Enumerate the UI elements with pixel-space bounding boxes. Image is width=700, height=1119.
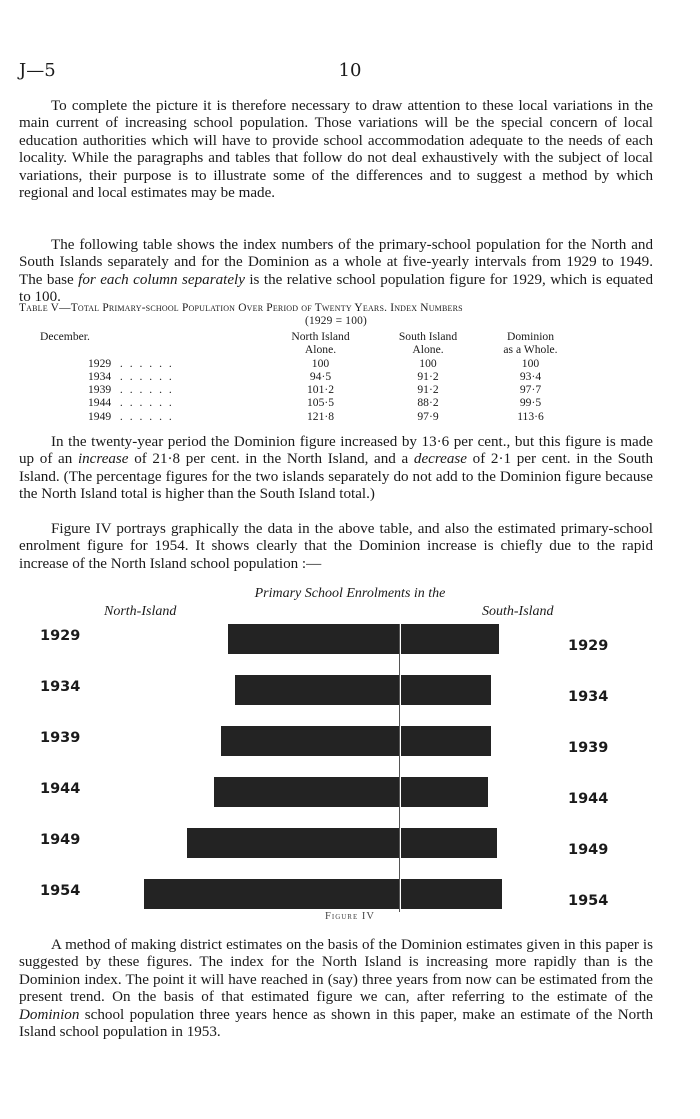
south-island-legend: South-Island bbox=[482, 604, 554, 619]
bar-north-island-1949 bbox=[187, 828, 400, 858]
table-title bbox=[19, 302, 653, 328]
col-header-dominion: Dominion as a Whole. bbox=[503, 330, 558, 357]
bar-north-island-1939 bbox=[221, 726, 400, 756]
year-label-left-1929: 1929 bbox=[40, 628, 81, 644]
bar-south-island-1944 bbox=[401, 777, 488, 807]
bar-north-island-1934 bbox=[235, 675, 400, 705]
year-label-right-1949: 1949 bbox=[568, 842, 609, 858]
year-label-left-1934: 1934 bbox=[40, 679, 81, 695]
col-header-december: December. bbox=[40, 330, 90, 343]
bar-north-island-1954 bbox=[144, 879, 400, 909]
paragraph-twenty-year-change: In the twenty-year period the Dominion figure increased by 13·6 per cent., but this figure is made up of an increase of 21·8 per cent. in the North Island, and a decrease of 2·1 per cent. in the South Island. (The percentage figures for the two islands separately do not add to the Dominion figure because the North Island total is higher than the South Island total.) bbox=[19, 434, 654, 503]
paragraph-local-variations: To complete the picture it is therefore necessary to draw attention to these local variations in the main current of increasing school population. Those variations will be the special concern of local education authorities which will have to provide school accommodation adequate to the needs of each locality. While the paragraphs and tables that follow do not deal exhaustively with the subject of local variations, their purpose is to illustrate some of the differences and to suggest a method by which regional and local estimates may be made. bbox=[19, 98, 653, 202]
table-title-line1: Table V—Total Primary-school Population Over Period of Twenty Years. Index Numbers bbox=[19, 302, 463, 314]
chart-title: Primary School Enrolments in the bbox=[254, 586, 446, 601]
table-row: 1939 . . . . . . 101·2 91·2 97·7 bbox=[88, 383, 542, 397]
table-title-base: (1929 = 100) bbox=[305, 315, 367, 327]
year-label-left-1954: 1954 bbox=[40, 883, 81, 899]
col-header-north-island: North Island Alone. bbox=[291, 330, 350, 357]
col-header-south-island: South Island Alone. bbox=[398, 330, 458, 357]
bar-south-island-1934 bbox=[401, 675, 491, 705]
year-label-right-1934: 1934 bbox=[568, 689, 609, 705]
table-row: 1929 . . . . . . 100 100 100 bbox=[88, 356, 540, 370]
year-label-right-1954: 1954 bbox=[568, 893, 609, 909]
year-label-left-1949: 1949 bbox=[40, 832, 81, 848]
bar-south-island-1929 bbox=[401, 624, 499, 654]
table-row: 1949 . . . . . . 121·8 97·9 113·6 bbox=[88, 409, 544, 423]
chart-center-axis bbox=[399, 624, 400, 912]
page-number: 10 bbox=[338, 60, 362, 81]
page-reference: J—5 bbox=[19, 60, 56, 81]
bar-south-island-1954 bbox=[401, 879, 502, 909]
index-table bbox=[40, 330, 578, 423]
year-label-right-1944: 1944 bbox=[568, 791, 609, 807]
bar-south-island-1949 bbox=[401, 828, 497, 858]
year-label-right-1939: 1939 bbox=[568, 740, 609, 756]
bar-south-island-1939 bbox=[401, 726, 491, 756]
paragraph-table-intro: The following table shows the index numbers of the primary-school population for the North and South Islands separately and for the Dominion as a whole at five-yearly intervals from 1929 to 1949. The base for each column separately is the relative school population figure for 1929, which is equated to 100. bbox=[19, 237, 653, 306]
figure-caption: Figure IV bbox=[325, 911, 375, 922]
year-label-right-1929: 1929 bbox=[568, 638, 609, 654]
paragraph-figure-intro: Figure IV portrays graphically the data in the above table, and also the estimated primary-school enrolment figure for 1954. It shows clearly that the Dominion increase is chiefly due to the rapid increase of the North Island school population :— bbox=[19, 521, 653, 572]
table-row: 1944 . . . . . . 105·5 88·2 99·5 bbox=[88, 396, 542, 410]
bar-north-island-1944 bbox=[214, 777, 400, 807]
year-label-left-1939: 1939 bbox=[40, 730, 81, 746]
table-row: 1934 . . . . . . 94·5 91·2 93·4 bbox=[88, 369, 542, 383]
paragraph-district-estimates: A method of making district estimates on the basis of the Dominion estimates given in this paper is suggested by these figures. The index for the North Island is increasing more rapidly than is the Dominion index. The point it will have reached in (say) three years from now can be estimated from the present trend. On the basis of that estimated figure we can, after referring to the estimate of the Dominion school population three years hence as shown in this paper, make an estimate of the North Island school population in 1953. bbox=[19, 937, 653, 1041]
year-label-left-1944: 1944 bbox=[40, 781, 81, 797]
bar-north-island-1929 bbox=[228, 624, 400, 654]
north-island-legend: North-Island bbox=[104, 604, 177, 619]
table-header-row bbox=[40, 330, 578, 357]
